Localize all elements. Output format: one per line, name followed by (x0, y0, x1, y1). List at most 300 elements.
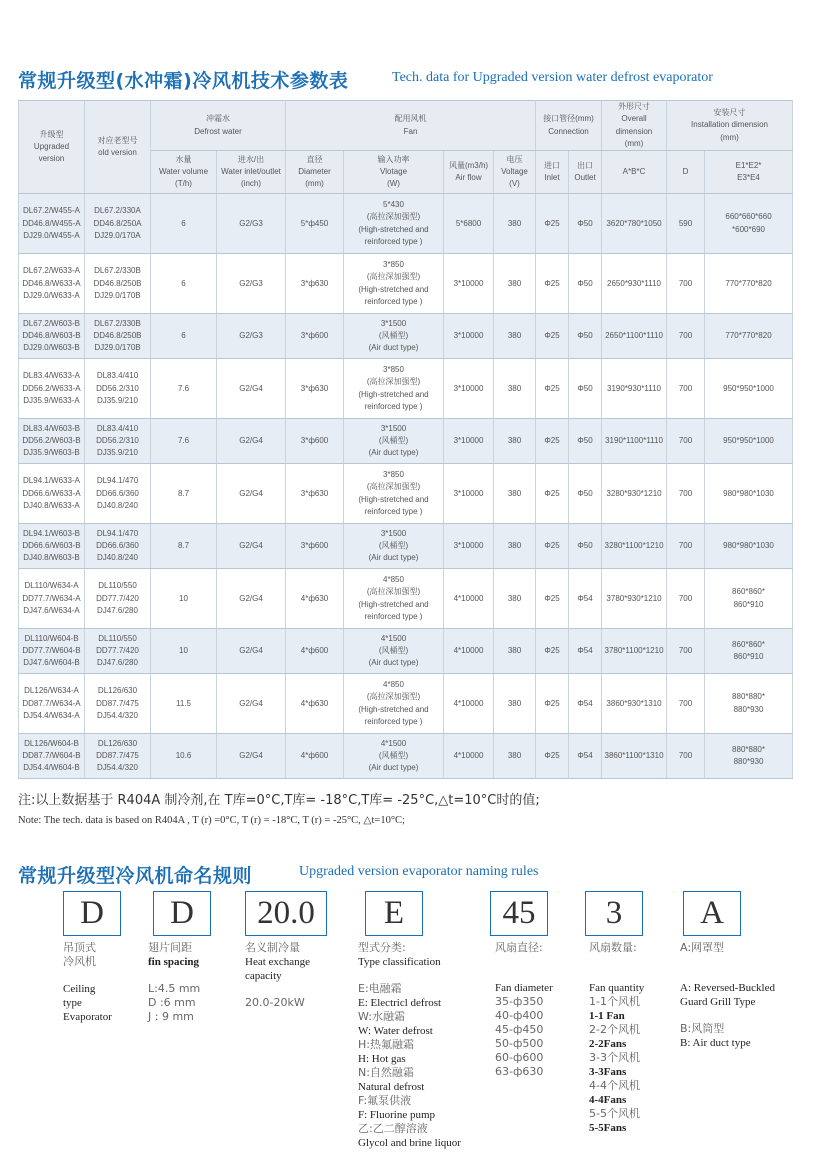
cell-text: Φ50 (577, 278, 593, 288)
naming-line: 2-2个风机 (589, 1023, 640, 1036)
header-voltage (494, 151, 536, 194)
naming-line: B: Air duct type (680, 1037, 751, 1049)
table-row (19, 359, 793, 419)
cell-model (19, 194, 85, 254)
cell-line: DJ40.8/W603-B (23, 553, 80, 563)
cell-text: 380 (507, 488, 522, 498)
naming-line: Evaporator (63, 1011, 112, 1023)
spacer (589, 955, 644, 968)
cell-line: DD66.6/W603-B (22, 541, 81, 551)
cell-text: Φ25 (544, 436, 560, 446)
cell-dia (286, 674, 344, 734)
cell-airflow (444, 629, 494, 674)
cell-water (151, 359, 217, 419)
header-line: Inlet (544, 173, 560, 183)
cell-airflow (444, 524, 494, 569)
cell-e (705, 314, 793, 359)
naming-line: 名义制冷量 (245, 941, 300, 954)
cell-line: (High-stretched and (358, 704, 429, 714)
header-line: (mm) (305, 179, 324, 189)
naming-line: 2-2Fans (589, 1038, 627, 1050)
header-line: (mm) (624, 138, 644, 148)
naming-line: capacity (245, 970, 282, 982)
cell-line: 4*1500 (380, 738, 407, 748)
cell-power (344, 359, 444, 419)
header-line: Air flow (455, 173, 482, 183)
cell-line: DL126/630 (97, 686, 138, 696)
cell-text: G2/G4 (239, 698, 263, 708)
cell-line: DJ35.9/W603-B (23, 448, 80, 458)
table-title-zh: 常规升级型(水冲霜)冷风机技术参数表 (18, 70, 349, 92)
cell-abc (602, 254, 667, 314)
spacer (63, 969, 112, 982)
cell-water (151, 419, 217, 464)
cell-e (705, 629, 793, 674)
cell-airflow (444, 674, 494, 734)
header-connection (536, 101, 602, 151)
header-airflow (444, 151, 494, 194)
header-install (667, 101, 793, 151)
cell-text: G2/G4 (239, 541, 263, 551)
cell-model (19, 314, 85, 359)
header-line: (mm) (720, 132, 739, 142)
cell-line: 860*910 (733, 599, 764, 609)
cell-text: 380 (507, 331, 522, 341)
cell-line: (High-stretched and (358, 599, 429, 609)
cell-text: 10 (179, 646, 188, 656)
cell-voltage (494, 629, 536, 674)
header-line: 直径 (306, 154, 323, 164)
cell-dia (286, 569, 344, 629)
naming-line: 乙:乙二醇溶液 (358, 1122, 428, 1135)
cell-line: 3*850 (383, 260, 404, 270)
cell-model (19, 464, 85, 524)
header-fan (286, 101, 536, 151)
cell-text: 10 (179, 593, 188, 603)
cell-text: Φ50 (577, 383, 593, 393)
cell-line: 770*770*820 (725, 331, 772, 341)
cell-e (705, 674, 793, 734)
cell-inlet (536, 419, 569, 464)
cell-line: (高拉深加强型) (366, 692, 421, 702)
table-row (19, 734, 793, 779)
cell-text: G2/G4 (239, 436, 263, 446)
header-line: (W) (387, 179, 400, 189)
cell-text: G2/G4 (239, 751, 263, 761)
cell-line: DL110/550 (98, 581, 137, 591)
spacer (680, 1009, 775, 1022)
cell-inlet (536, 674, 569, 734)
cell-text: 3*ф630 (300, 488, 329, 498)
cell-text: 700 (678, 541, 693, 551)
spacer (495, 968, 553, 981)
cell-text: 3860*1100*1310 (604, 751, 664, 761)
cell-airflow (444, 569, 494, 629)
naming-line: 风扇直径: (495, 941, 543, 954)
cell-text: 700 (678, 698, 693, 708)
cell-line: 5*430 (383, 200, 404, 210)
cell-water (151, 734, 217, 779)
cell-line: 860*860* (732, 587, 765, 597)
cell-text: 5*ф450 (300, 218, 329, 228)
cell-line: 880*930 (733, 757, 764, 767)
cell-power (344, 734, 444, 779)
header-line: (T/h) (175, 179, 192, 189)
cell-outlet (569, 254, 602, 314)
cell-model (19, 524, 85, 569)
cell-line: DD46.8/W603-B (22, 331, 81, 341)
cell-voltage (494, 254, 536, 314)
naming-box: 3 (585, 891, 643, 936)
naming-line: E: Electricl defrost (358, 997, 442, 1009)
cell-text: 10.6 (175, 751, 192, 761)
cell-text: 380 (507, 383, 522, 393)
naming-line: B:风筒型 (680, 1022, 725, 1035)
cell-abc (602, 524, 667, 569)
cell-outlet (569, 734, 602, 779)
cell-water (151, 464, 217, 524)
cell-line: DD56.2/310 (96, 383, 139, 393)
cell-line: DL67.2/W455-A (23, 206, 80, 216)
cell-voltage (494, 194, 536, 254)
header-line: 外形尺寸 (618, 102, 651, 111)
cell-water (151, 674, 217, 734)
cell-line: (High-stretched and (358, 224, 429, 234)
cell-text: 380 (507, 698, 522, 708)
cell-outlet (569, 674, 602, 734)
cell-model (19, 419, 85, 464)
cell-text: 3*10000 (453, 331, 484, 341)
cell-e (705, 464, 793, 524)
cell-line: DL126/630 (97, 738, 138, 748)
header-line: 接口管径(mm) (543, 114, 594, 124)
cell-text: Φ25 (544, 278, 560, 288)
cell-d (667, 674, 705, 734)
cell-line: 980*980*1030 (723, 541, 774, 551)
cell-e (705, 419, 793, 464)
cell-line: 4*850 (383, 680, 404, 690)
naming-box: D (63, 891, 121, 936)
header-line: 升级型 (39, 129, 64, 139)
cell-line: (风桶型) (378, 751, 409, 761)
cell-text: 2650*930*1110 (607, 278, 661, 288)
header-inlet (536, 151, 569, 194)
cell-old (85, 254, 151, 314)
cell-line: DD56.2/W603-B (22, 436, 81, 446)
cell-text: Φ50 (577, 436, 593, 446)
naming-box: 20.0 (245, 891, 327, 936)
cell-power (344, 674, 444, 734)
cell-dia (286, 524, 344, 569)
cell-line: DD66.6/360 (96, 541, 139, 551)
cell-line: 880*880* (732, 692, 765, 702)
cell-line: (Air duct type) (368, 658, 419, 668)
cell-line: (Air duct type) (368, 343, 419, 353)
cell-voltage (494, 674, 536, 734)
naming-line: 吊顶式 (63, 941, 96, 954)
cell-line: DD46.8/250B (93, 331, 142, 341)
table-row (19, 629, 793, 674)
cell-text: Φ54 (577, 751, 593, 761)
naming-line: 60-ф600 (495, 1051, 544, 1064)
cell-power (344, 629, 444, 674)
header-line: Diameter (298, 167, 331, 177)
cell-line: (风桶型) (378, 646, 409, 656)
naming-line: 63-ф630 (495, 1065, 544, 1078)
naming-line: D :6 mm (148, 996, 196, 1009)
naming-line: J : 9 mm (148, 1010, 194, 1023)
cell-dia (286, 314, 344, 359)
naming-line: 45-ф450 (495, 1023, 544, 1036)
naming-line: 4-4Fans (589, 1094, 627, 1106)
cell-d (667, 314, 705, 359)
naming-line: 40-ф400 (495, 1009, 544, 1022)
cell-text: 700 (678, 383, 693, 393)
cell-text: G2/G4 (239, 383, 263, 393)
cell-abc (602, 734, 667, 779)
cell-text: G2/G3 (239, 218, 263, 228)
cell-text: 7.6 (177, 436, 190, 446)
cell-model (19, 359, 85, 419)
cell-line: (高拉深加强型) (366, 272, 421, 282)
cell-line: DJ40.8/240 (97, 553, 138, 563)
header-line: E1*E2* (735, 160, 762, 170)
cell-line: DD46.8/W455-A (22, 218, 81, 228)
naming-column (245, 941, 310, 1010)
cell-line: DD87.7/W604-B (22, 751, 81, 761)
header-line: version (38, 154, 65, 164)
table-row (19, 314, 793, 359)
cell-model (19, 734, 85, 779)
cell-line: DJ40.8/W633-A (23, 500, 80, 510)
naming-column (495, 941, 553, 1079)
cell-text: 3190*930*1110 (607, 383, 661, 393)
cell-line: DD46.8/W633-A (22, 278, 81, 288)
cell-line: DD66.6/W633-A (22, 488, 81, 498)
cell-text: G2/G4 (239, 593, 263, 603)
naming-line: E:电融霜 (358, 982, 402, 995)
cell-voltage (494, 734, 536, 779)
cell-line: DJ47.6/W604-B (23, 658, 80, 668)
table-row (19, 569, 793, 629)
cell-text: 3*ф630 (300, 383, 329, 393)
cell-text: 3780*930*1210 (606, 593, 662, 603)
cell-outlet (569, 314, 602, 359)
naming-line: type (63, 997, 82, 1009)
cell-line: *600*690 (732, 224, 765, 234)
cell-voltage (494, 359, 536, 419)
cell-line: 3*1500 (380, 423, 407, 433)
cell-line: DL83.4/W603-B (23, 423, 80, 433)
cell-text: Φ50 (577, 218, 593, 228)
cell-power (344, 524, 444, 569)
cell-inlet (536, 524, 569, 569)
cell-text: 4*10000 (453, 698, 484, 708)
cell-airflow (444, 359, 494, 419)
cell-old (85, 419, 151, 464)
note-en: Note: The tech. data is based on R404A , T (r) =0°C, T (r) = -18°C, T (r) = -25°C, △t=10°C; (18, 815, 405, 826)
cell-line: DJ35.9/210 (97, 448, 138, 458)
cell-line: (High-stretched and (358, 494, 429, 504)
cell-airflow (444, 194, 494, 254)
naming-line: 翅片间距 (148, 941, 192, 954)
naming-line: N:自然融霜 (358, 1066, 414, 1079)
cell-d (667, 359, 705, 419)
cell-model (19, 254, 85, 314)
cell-text: 380 (507, 541, 522, 551)
cell-e (705, 569, 793, 629)
cell-line: DJ54.4/320 (97, 710, 138, 720)
cell-text: 380 (507, 278, 522, 288)
cell-pipe (217, 569, 286, 629)
cell-line: DL94.1/W633-A (23, 476, 80, 486)
header-line: 风量(m3/h) (448, 160, 489, 170)
cell-d (667, 524, 705, 569)
header-line: 进口 (544, 160, 561, 170)
cell-d (667, 734, 705, 779)
table-row (19, 194, 793, 254)
cell-water (151, 194, 217, 254)
cell-line: (风桶型) (378, 436, 409, 446)
cell-line: DJ29.0/W603-B (23, 343, 80, 353)
cell-text: 700 (678, 278, 693, 288)
cell-line: DL110/550 (98, 633, 137, 643)
header-line: Overall (621, 114, 647, 124)
cell-text: 4*ф630 (300, 698, 329, 708)
cell-power (344, 194, 444, 254)
cell-text: Φ25 (544, 383, 560, 393)
cell-text: Φ54 (577, 698, 593, 708)
naming-line: 35-ф350 (495, 995, 544, 1008)
header-line: E3*E4 (737, 173, 760, 183)
cell-text: 3190*1100*1110 (605, 436, 663, 446)
cell-line: DL110/W604-B (24, 633, 79, 643)
cell-text: Φ25 (544, 698, 560, 708)
cell-pipe (217, 629, 286, 674)
cell-text: 6 (181, 278, 186, 288)
header-water-volume (151, 151, 217, 194)
cell-airflow (444, 734, 494, 779)
cell-line: 880*880* (732, 744, 765, 754)
cell-water (151, 569, 217, 629)
header-line: 安装尺寸 (713, 108, 746, 118)
cell-line: DJ35.9/210 (97, 395, 138, 405)
header-upgraded (19, 101, 85, 194)
cell-line: 660*660*660 (725, 212, 772, 222)
cell-pipe (217, 674, 286, 734)
cell-inlet (536, 359, 569, 419)
cell-line: (High-stretched and (358, 389, 429, 399)
naming-box: E (365, 891, 423, 936)
cell-line: DJ29.0/W455-A (23, 230, 80, 240)
cell-line: 4*1500 (380, 633, 407, 643)
cell-text: 7.6 (177, 383, 190, 393)
cell-text: G2/G4 (239, 646, 263, 656)
cell-pipe (217, 359, 286, 419)
naming-title-en: Upgraded version evaporator naming rules (299, 864, 539, 879)
cell-old (85, 524, 151, 569)
cell-line: (Air duct type) (368, 763, 419, 773)
cell-line: DL83.4/410 (96, 371, 139, 381)
naming-line: 3-3个风机 (589, 1051, 640, 1064)
cell-text: 3280*930*1210 (606, 488, 662, 498)
cell-line: DJ29.0/170A (94, 230, 141, 240)
cell-airflow (444, 314, 494, 359)
cell-line: 3*1500 (380, 318, 407, 328)
cell-voltage (494, 524, 536, 569)
header-line: 输入功率 (377, 154, 410, 164)
spacer (680, 968, 775, 981)
cell-d (667, 629, 705, 674)
cell-text: 700 (678, 751, 693, 761)
cell-abc (602, 674, 667, 734)
header-line: Upgraded (33, 141, 70, 151)
cell-e (705, 524, 793, 569)
naming-line: H:热氟融霜 (358, 1038, 414, 1051)
cell-dia (286, 734, 344, 779)
naming-column (148, 941, 200, 1024)
cell-line: 880*930 (733, 704, 764, 714)
cell-line: DD87.7/W634-A (22, 698, 81, 708)
cell-line: DD56.2/W633-A (22, 383, 81, 393)
cell-text: Φ25 (544, 488, 560, 498)
cell-text: 3*10000 (453, 383, 484, 393)
cell-line: DL94.1/W603-B (23, 528, 80, 538)
cell-line: 860*860* (732, 639, 765, 649)
cell-outlet (569, 629, 602, 674)
spacer (495, 955, 553, 968)
cell-line: DD56.2/310 (96, 436, 139, 446)
cell-line: DD77.7/420 (96, 593, 139, 603)
cell-pipe (217, 314, 286, 359)
cell-line: 3*850 (383, 470, 404, 480)
header-power (344, 151, 444, 194)
naming-line: 1-1 Fan (589, 1010, 625, 1022)
table-row (19, 524, 793, 569)
naming-line: L:4.5 mm (148, 982, 201, 995)
cell-pipe (217, 524, 286, 569)
cell-voltage (494, 464, 536, 524)
header-line: 冲霜水 (206, 114, 230, 124)
naming-line: 5-5Fans (589, 1122, 627, 1134)
naming-line: fin spacing (148, 956, 200, 968)
table-title-en: Tech. data for Upgraded version water defrost evaporator (392, 70, 713, 85)
cell-abc (602, 314, 667, 359)
cell-d (667, 194, 705, 254)
cell-text: 590 (678, 218, 693, 228)
header-line: (V) (509, 179, 520, 189)
header-line: dimension (615, 126, 653, 136)
cell-old (85, 569, 151, 629)
cell-power (344, 314, 444, 359)
naming-line: A:网罩型 (680, 941, 725, 954)
header-line: Fan (403, 126, 418, 136)
naming-box: A (683, 891, 741, 936)
naming-line: Ceiling (63, 983, 96, 995)
naming-line: Glycol and brine liquor (358, 1137, 461, 1149)
header-overall (602, 101, 667, 151)
header-line: old version (98, 148, 137, 158)
naming-line: F: Fluorine pump (358, 1109, 436, 1121)
cell-text: 6 (181, 218, 186, 228)
cell-text: 700 (678, 331, 693, 341)
cell-line: DL67.2/W633-A (23, 266, 80, 276)
cell-text: 4*ф600 (300, 646, 329, 656)
naming-line: Guard Grill Type (680, 996, 756, 1008)
cell-text: Φ25 (544, 218, 560, 228)
naming-column (680, 941, 775, 1050)
cell-line: DJ29.0/170B (94, 290, 141, 300)
